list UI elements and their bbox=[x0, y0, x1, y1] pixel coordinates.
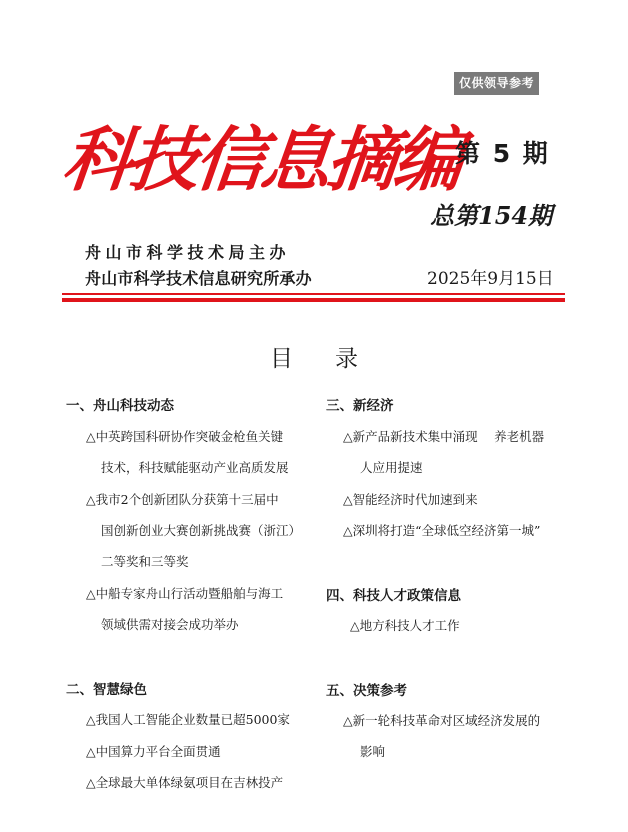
toc-item: △新一轮科技革命对区域经济发展的 bbox=[343, 713, 541, 728]
toc-item-continuation: 影响 bbox=[360, 744, 386, 759]
toc-item: △我市2个创新团队分获第十三届中 bbox=[86, 492, 279, 507]
section-heading: 五、决策参考 bbox=[326, 683, 407, 699]
toc-item: △中船专家舟山行活动暨船舶与海工 bbox=[86, 586, 284, 601]
toc-item: △深圳将打造“全球低空经济第一城” bbox=[343, 523, 541, 538]
toc-item-continuation: 二等奖和三等奖 bbox=[101, 554, 189, 569]
toc-item-continuation: 技术，科技赋能驱动产业高质发展 bbox=[101, 460, 289, 475]
section-heading: 三、新经济 bbox=[326, 398, 394, 414]
undertaker: 舟山市科学技术信息研究所承办 bbox=[85, 269, 312, 288]
issue-number: 第 5 期 bbox=[455, 139, 550, 168]
header-rule-thick bbox=[62, 298, 565, 302]
toc-item-continuation: 领域供需对接会成功举办 bbox=[101, 617, 239, 632]
section-heading: 一、舟山科技动态 bbox=[66, 398, 174, 414]
toc-item: △中国算力平台全面贯通 bbox=[86, 744, 221, 759]
toc-item: △地方科技人才工作 bbox=[350, 618, 460, 633]
toc-item-continuation: 人应用提速 bbox=[360, 460, 423, 475]
publication-date: 2025年9月15日 bbox=[427, 269, 554, 289]
publication-masthead: 科技信息摘编 bbox=[58, 118, 464, 201]
toc-item: △智能经济时代加速到来 bbox=[343, 492, 478, 507]
section-heading: 四、科技人才政策信息 bbox=[326, 588, 461, 604]
toc-item-continuation: 国创新创业大赛创新挑战赛（浙江） bbox=[101, 523, 302, 538]
toc-title: 目录 bbox=[270, 346, 400, 372]
toc-item: △全球最大单体绿氨项目在吉林投产 bbox=[86, 775, 284, 790]
toc-item: △新产品新技术集中涌现 养老机器 bbox=[343, 429, 545, 444]
toc-item: △中英跨国科研协作突破金枪鱼关键 bbox=[86, 429, 284, 444]
organizer: 舟山市科学技术局主办 bbox=[85, 243, 291, 262]
header-rule-thin bbox=[62, 293, 565, 295]
toc-item: △我国人工智能企业数量已超5000家 bbox=[86, 712, 290, 727]
section-heading: 二、智慧绿色 bbox=[66, 682, 147, 698]
total-issue-number: 总第154期 bbox=[430, 201, 553, 230]
internal-reference-badge: 仅供领导参考 bbox=[454, 72, 539, 95]
